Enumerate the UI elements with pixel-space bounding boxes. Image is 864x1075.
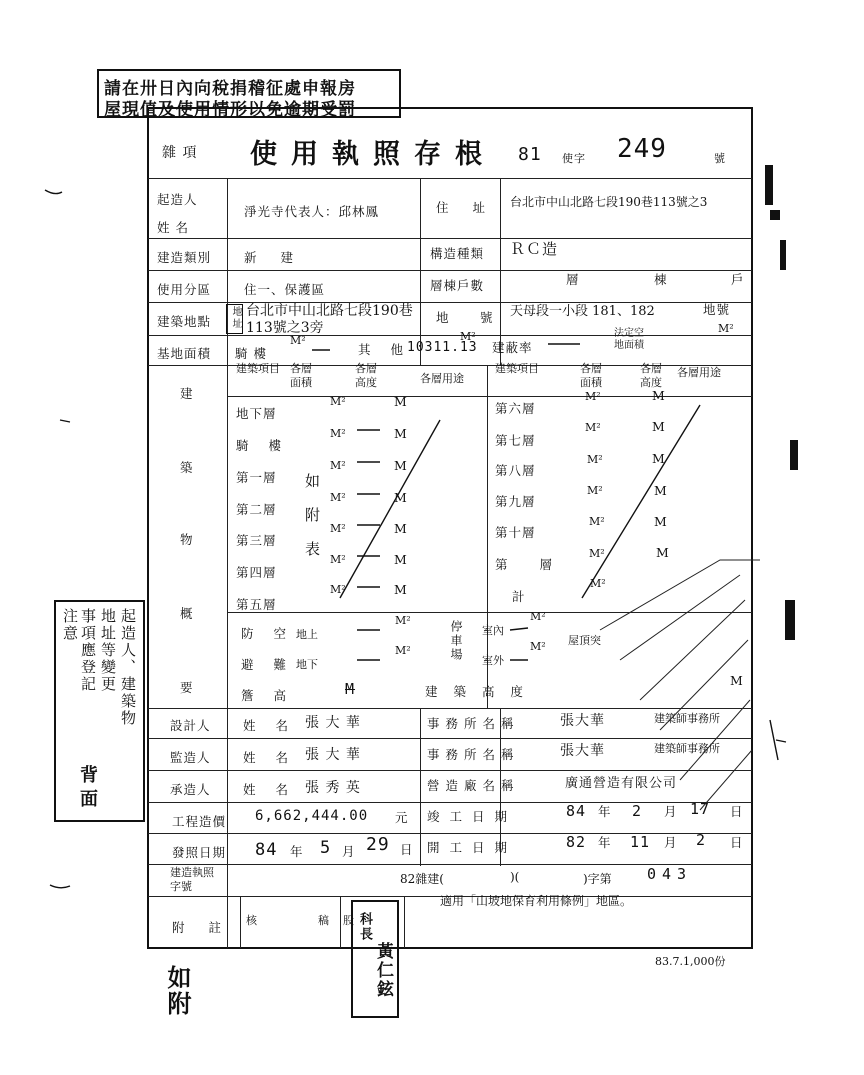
side-note-line: 事項應登記 [79,608,97,693]
structure-label: 構造種類 [430,246,485,261]
staff-approve: 核 [246,914,257,927]
issue-date-label: 發照日期 [172,845,227,860]
area-unit: M² [587,484,603,497]
area-unit: M² [587,453,603,466]
area-unit: M² [330,395,346,408]
site-location-tag: 地址 [226,304,243,334]
permit-no-prefix: 82雜建( [400,872,444,886]
contractor-firm: 廣通營造有限公司 [565,776,678,791]
summary-char-1: 建 [180,386,194,401]
height-unit: M [394,458,408,473]
area-unit: M² [589,547,605,560]
completion-y: 年 [598,804,612,819]
shelter-up: 地上 [296,628,318,641]
handwritten-mark: 附 [305,506,322,524]
summary-char-3: 物 [180,532,194,547]
side-note-title: 注意 [61,608,79,642]
col-header-area-left: 各層面積 [290,362,312,389]
shelter-label2: 避 難 [241,657,294,672]
height-unit: M [654,483,668,498]
height-unit: M [394,552,408,567]
height-unit: M [652,419,666,434]
col-header-height-right: 各層高度 [640,362,662,389]
site-location-line2: 113號之3旁 [246,320,324,336]
remarks-label: 附 註 [172,920,231,935]
completion-month: 2 [632,802,643,820]
designer-office: 張大華 [560,713,605,729]
eave-label: 簷 高 [241,688,294,703]
col-header-use-left: 各層用途 [420,372,464,385]
staff-section: 股 [343,914,354,927]
seal-title: 科長 [357,912,372,942]
start-y: 年 [598,835,612,850]
coverage-label: 建蔽率 [492,340,533,355]
other-area-unit: M² [460,330,476,343]
parking-outdoor: 室外 [482,654,504,667]
completion-label: 竣工日期 [427,809,518,824]
height-unit: M [652,451,666,466]
designer-role: 設計人 [170,718,211,733]
parking-indoor-unit: M² [530,610,546,623]
strikethrough-left-diagonal [340,420,440,598]
contractor-name: 張 秀 英 [305,780,361,796]
permit-number: 249 [617,134,667,164]
staff-draft: 稿 [318,914,329,927]
floor-row-label: 第七層 [495,433,536,448]
remarks-text: 適用「山坡地保育利用條例」地區。 [440,894,633,908]
legal-space-unit: M² [718,322,734,335]
seal-name: 黃仁鉉 [373,942,393,999]
side-note-line: 起造人、建築物 [119,608,137,727]
rooftop-label: 屋頂突 [568,634,601,647]
build-type-value: 新 建 [244,250,303,265]
start-month: 11 [630,833,651,851]
completion-m: 月 [664,804,678,819]
start-year: 82 [566,833,587,851]
area-unit: M² [330,553,346,566]
parking-outdoor-unit: M² [530,640,546,653]
builder-label2: 姓 名 [157,220,189,235]
area-unit: M² [589,515,605,528]
structure-value: ＲＣ造 [510,240,559,258]
arcade-unit: M² [290,334,306,347]
col-header-height-left: 各層高度 [355,362,377,389]
shelter-up-unit: M² [395,614,411,627]
completion-d: 日 [730,804,744,819]
cost-unit: 元 [395,810,409,825]
lot-value: 天母段一小段 181、182 [510,304,655,319]
floors-label: 層棟戶數 [430,278,485,293]
col-header-item-left: 建築項目 [236,362,280,375]
permit-no-tail: )字第 [583,872,612,886]
lot-tail: 地號 [703,302,731,317]
summary-char-5: 要 [180,680,194,695]
issue-year: 84 [255,840,278,860]
shelter-label1: 防 空 [241,626,294,641]
supervisor-office-label: 事務所名稱 [427,747,520,762]
col-header-area-right: 各層面積 [580,362,602,389]
completion-day: 17 [690,800,711,818]
permit-year: 81 [518,144,542,165]
print-code: 83.7.1,000份 [655,955,726,968]
floor-row-label: 第四層 [236,565,277,580]
start-day: 2 [696,831,707,849]
supervisor-role: 監造人 [170,750,211,765]
tax-notice-line2: 屋現值及使用情形以免逾期受罰 [104,100,356,120]
designer-office-label: 事務所名稱 [427,716,520,731]
start-date-label: 開工日期 [427,840,518,855]
height-unit: M [394,490,408,505]
handwritten-mark: 表 [305,540,322,558]
site-location-label: 建築地點 [157,314,212,329]
supervisor-name: 張 大 華 [305,747,361,763]
zoning-label: 使用分區 [157,282,212,297]
height-unit: M [730,673,744,688]
area-unit: M² [585,421,601,434]
height-unit: M [394,394,408,409]
builder-label1: 起造人 [157,192,198,207]
supervisor-office: 張大華 [560,743,605,759]
supervisor-office-tail: 建築師事務所 [654,742,720,755]
height-unit: M [394,521,408,536]
floor-row-label: 第二層 [236,502,277,517]
height-unit: M [652,388,666,403]
floor-row-label: 第六層 [495,401,536,416]
permit-no-number: 043 [647,865,693,883]
area-unit: M² [330,427,346,440]
shelter-down-unit: M² [395,644,411,657]
permit-suffix: 號 [714,152,726,165]
page-title: 使用執照存根 [250,139,496,170]
address-label: 住 址 [436,200,495,215]
issue-month: 5 [320,838,332,858]
area-unit: M² [585,390,601,403]
zoning-value: 住一、保護區 [244,282,326,297]
floor-row-label: 第五層 [236,597,277,612]
area-unit: M² [330,459,346,472]
floor-row-label: 第八層 [495,463,536,478]
tax-notice-line1: 請在卅日內向稅捐稽征處申報房 [104,79,356,99]
other-label: 其 他 [358,342,411,357]
contractor-firm-label: 營造廠名稱 [427,778,520,793]
address-value: 台北市中山北路七段190巷113號之3 [510,195,708,209]
start-d: 日 [730,835,744,850]
contractor-name-label: 姓 名 [243,782,296,797]
issue-day: 29 [366,834,390,855]
col-header-use-right: 各層用途 [677,366,721,379]
designer-name: 張 大 華 [305,715,361,731]
floor-row-label: 第 層 [495,557,566,572]
floors-dong: 棟 [654,272,668,287]
permit-prefix: 使字 [562,152,586,165]
height-unit: M [656,545,670,560]
lot-label1: 地 [436,310,450,325]
col-header-item-right: 建築項目 [495,362,539,375]
shelter-down: 地下 [296,658,318,671]
bottom-left-stamp: 如附 [163,965,192,1017]
cost-label: 工程造價 [172,814,227,829]
other-area-value: 10311.13 [407,340,478,355]
building-height-label: 建 築 高 度 [425,684,529,699]
issue-y: 年 [290,844,304,859]
floor-row-label: 騎 樓 [236,438,289,453]
supervisor-name-label: 姓 名 [243,750,296,765]
floors-hu: 戶 [731,272,745,287]
designer-name-label: 姓 名 [243,718,296,733]
height-unit: M [654,514,668,529]
contractor-role: 承造人 [170,782,211,797]
designer-office-tail: 建築師事務所 [654,712,720,725]
issue-d: 日 [400,842,414,857]
floor-row-label: 第九層 [495,494,536,509]
floor-row-label: 第一層 [236,470,277,485]
permit-no-mid: )( [510,870,520,884]
permit-no-label: 建造執照字號 [170,866,214,893]
side-note-line: 地址等變更 [99,608,117,693]
cost-value: 6,662,444.00 [255,808,369,824]
arcade-label: 騎 樓 [235,346,267,361]
eave-value: M [345,680,356,698]
area-unit: M² [330,522,346,535]
area-unit: M² [590,577,606,590]
start-m: 月 [664,835,678,850]
builder-name: 淨光寺代表人：邱林鳳 [244,204,380,219]
height-unit: M [394,426,408,441]
side-note-back: 背面 [80,765,99,810]
floor-row-label: 地下層 [236,406,277,421]
completion-year: 84 [566,802,587,820]
handwritten-mark: 如 [305,472,322,490]
floor-row-label: 第三層 [236,533,277,548]
legal-space-label: 法定空地面積 [614,328,644,351]
lot-label2: 號 [480,310,494,325]
strikethrough-right-diagonal [582,405,700,598]
floor-row-label: 計 [512,589,526,604]
summary-char-2: 築 [180,460,194,475]
parking-indoor: 室內 [482,624,504,637]
col-label-misc: 雜 項 [162,145,198,161]
site-location-line1: 台北市中山北路七段190巷 [246,303,413,319]
area-unit: M² [330,583,346,596]
parking-label: 停車場 [449,620,463,662]
site-area-label: 基地面積 [157,346,212,361]
build-type-label: 建造類別 [157,250,212,265]
summary-char-4: 概 [180,606,194,621]
issue-m: 月 [342,844,356,859]
height-unit: M [394,582,408,597]
area-unit: M² [330,491,346,504]
floors-ceng: 層 [566,272,580,287]
floor-row-label: 第十層 [495,525,536,540]
